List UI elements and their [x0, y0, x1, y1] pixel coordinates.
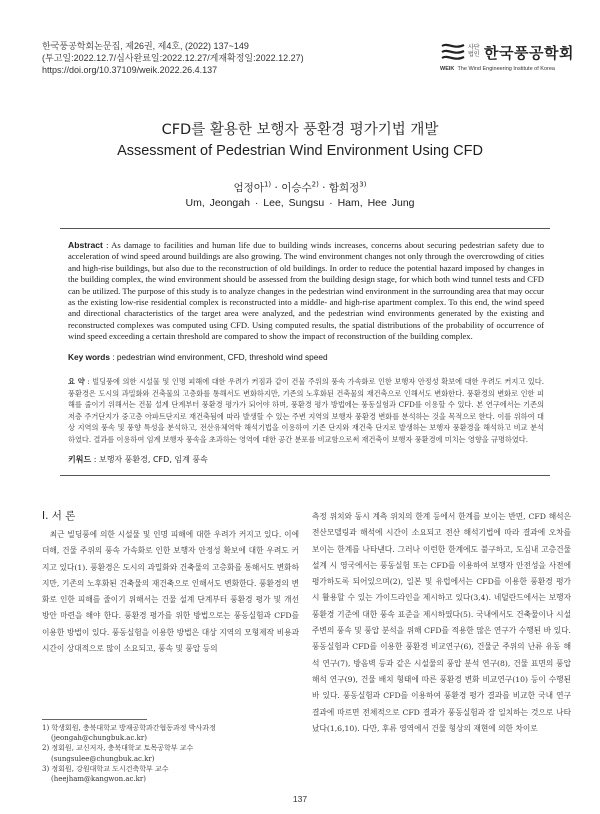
keywords	[68, 352, 544, 362]
author-3-mark: 3)	[359, 180, 367, 189]
keywords-text: : pedestrian wind environment, CFD, threshold wind speed	[109, 352, 328, 362]
society-english-name	[440, 66, 555, 72]
footnote-line: 2) 정회원, 교신저자, 충북대학교 토목공학부 교수	[42, 744, 194, 753]
journal-citation: 한국풍공학회논문집, 제26권, 제4호, (2022) 137~149	[42, 41, 249, 51]
footnote-line: 3) 정회원, 강원대학교 도시건축학부 교수	[42, 764, 169, 773]
body-paragraph: 측정 위치와 동시 계측 위치의 한계 등에서 한계를 보이는 반면, CFD 해석은 전산모델링과 해석에 시간이 소요되고 전산 해석기법에 따라 결과에 오차를 보이는 한계를 나타낸다. 그러나 이런한 한계에도 불구하고, 도심내 고층건물 설계 시 영국에서는 풍동실험 또는 CFD를 이용하여 보행자 안전성을 사전에 평가하도록 되어있으며(2), 일본 및 유럽에서는 CFD를 이용한 풍환경 평가 시 활용할 수 있는 가이드라인을 제시하고 있다(3,4). 네덜란드에서는 보행자 풍환경 기준에 대한 풍속 표준을 제시하였다(5). 국내에서도 건축물이나 시설 주변의 풍속 및 풍압 분석을 위해 CFD를 적용한 많은 연구가 수행된 바 있다. 풍동실험과 CFD를 이용한 풍환경 비교연구(6), 건물군 주위의 난류 유동 해석 연구(7), 방음벽 등과 같은 시설물의 풍압 분석 연구(8), 건물 표면의 풍압 해석 연구(9), 건물 배치 형태에 따른 풍환경 변화 비교연구(10) 등이 수행된 바 있다. 풍동실험과 CFD를 이용하여 풍환경 평가 결과를 비교한 국내 연구 결과에 따르면 전체적으로 CFD 결과가 풍동실험과 잘 일치하는 것으로 나타났다(1,6,10). 다만, 후류 영역에서 건물 형상의 재현에 의한 차이로	[312, 512, 571, 733]
society-logo	[440, 42, 575, 82]
korean-abstract	[68, 376, 544, 445]
korean-abstract-text: : 빌딩풍에 의한 시설물 및 인명 피해에 대한 우려가 커짐과 같이 건물 주위의 풍속 가속화로 인한 보행자 안정성 확보에 대한 우려도 커지고 있다. 풍환경은 도시의 과밀화와 건축물의 고층화를 통해서도 변화하지만, 기존의 노후화된 건축물의 재건축으로 인해서도 변화한다. 풍환경의 변화로 인한 피해를 줄이기 위해서는 건물 설계 단계부터 풍환경 평가가 되어야 하며, 풍환경 평가 방법에는 풍동실험과 CFD를 이용할 수 있다. 본 연구에서는 기존의 저층 주거단지가 중고층 아파트단지로 재건축됨에 따라 발생할 수 있는 주변 지역의 보행자 풍환경 변화를 분석하는 것을 목적으로 한다. 이를 위하여 대상 지역의 풍속 및 풍향 특성을 분석하고, 전산유체역학 해석기법을 이용하여 기존 단지와 재건축 단지로 발생하는 보행자 풍환경을 해석하고 비교 분석하였다. 결과를 이용하여 임계 보행자 풍속을 초과하는 영역에 대한 공간 분포를 비교함으로써 재건축이 보행자 풍환경에 미치는 영향을 규명하였다.	[68, 377, 544, 444]
logo-mark-text: WEIK	[440, 66, 455, 72]
keywords-korean-label: 키워드	[68, 455, 92, 464]
footnote-rule	[42, 719, 147, 720]
footnote-line: 1) 학생회원, 충북대학교 방재공학과간협동과정 박사과정	[42, 724, 216, 732]
keywords-korean	[68, 454, 544, 465]
author-2-mark: 2)	[311, 180, 319, 189]
authors-english: Um, Jeongah · Lee, Sungsu · Ham, Hee Jung	[185, 197, 415, 209]
footnote-email[interactable]: (jeongah@chungbuk.ac.kr)	[51, 734, 147, 743]
body-right-column	[312, 509, 571, 737]
abstract-bottom-rule	[60, 475, 550, 476]
footnote-email[interactable]: (heejham@kangwon.ac.kr)	[51, 775, 146, 784]
weik-logo-icon	[440, 42, 466, 64]
abstract-top-rule	[60, 228, 550, 229]
section-heading: I. 서 론	[42, 510, 76, 522]
author-3: 함희정	[328, 182, 360, 194]
body-paragraph: 최근 빌딩풍에 의한 시설물 및 인명 피해에 대한 우려가 커지고 있다. 이에 더해, 건물 주위의 풍속 가속화로 인한 보행자 안정성 확보에 대한 우려도 커지고 있다(1). 풍환경은 도시의 과밀화와 건축물의 고층화를 통해서도 변화하지만, 기존의 노후화된 건축물의 재건축으로 인해서도 변화한다. 풍환경의 변화로 인한 피해를 줄이기 위해서는 건물 설계 단계부터 풍환경 평가 및 개선방안 마련을 해야 한다. 풍환경 평가를 위한 방법으로는 풍동실험과 CFD를 이용한 방법이 있다. 풍동실험을 이용한 방법은 대상 지역의 모형제작 비용과 시간이 상대적으로 많이 소요되고, 풍속 및 풍압 등의	[42, 530, 299, 654]
footnote-email[interactable]: (sungsulee@chungbuk.ac.kr)	[51, 754, 155, 763]
author-2: 이승수	[281, 182, 312, 194]
footnotes	[42, 723, 299, 784]
title-korean: CFD를 활용한 보행자 풍환경 평가기법 개발	[161, 122, 439, 138]
journal-header	[42, 40, 304, 76]
abstract-text: : As damage to facilities and human life due to building winds increases, concerns about securing pedestrian safety due to acceleration of wind speed around buildings are also growing. The wind environment changes not only through the overcrowding of cities and high-rise buildings, but also due to the reconstruction of old buildings. In order to reduce the potential hazard imposed by changes in the building complex, the wind environment should be assessed from the building design stage, for which both wind tunnel tests and CFD can be utilized. The purpose of this study is to analyze changes in the pedestrian wind environment in the surrounding area that may occur as the existing low-rise residential complex is reconstructed into a middle- and high-rise apartment complex. To this end, the wind speed and directional characteristics of the target area were analyzed, and the pedestrian wind environments generated by the existing and reconstructed complexes was computed using CFD. Using computed results, the spatial distributions of the probability of occurrence of wind speed exceeding a certain threshold are compared to show the impact of reconstruction of the building complex.	[68, 240, 544, 342]
keywords-label: Key words	[68, 352, 110, 362]
body-left-column	[42, 527, 299, 657]
logo-english-text: The Wind Engineering Institute of Korea	[457, 66, 555, 72]
author-separator: ·	[274, 182, 278, 194]
title-english: Assessment of Pedestrian Wind Environment Using CFD	[117, 143, 483, 159]
submission-dates: (투고일:2022.12.7/심사완료일:2022.12.27/게재확정일:2022.12.27)	[42, 53, 304, 63]
society-name: 한국풍공학회	[484, 44, 574, 62]
author-1: 엄정아	[233, 182, 264, 194]
authors-korean	[0, 180, 600, 195]
author-1-mark: 1)	[263, 180, 272, 189]
abstract-label: Abstract	[68, 240, 103, 250]
doi-link[interactable]: https://doi.org/10.37109/weik.2022.26.4.137	[42, 65, 218, 75]
logo-org-type: 사단 법인	[468, 45, 480, 58]
author-separator: ·	[322, 182, 326, 194]
keywords-korean-text: : 보행자 풍환경, CFD, 임계 풍속	[91, 455, 208, 464]
korean-abstract-label: 요 약	[68, 377, 85, 386]
page-number: 137	[292, 794, 308, 804]
abstract	[68, 240, 544, 343]
